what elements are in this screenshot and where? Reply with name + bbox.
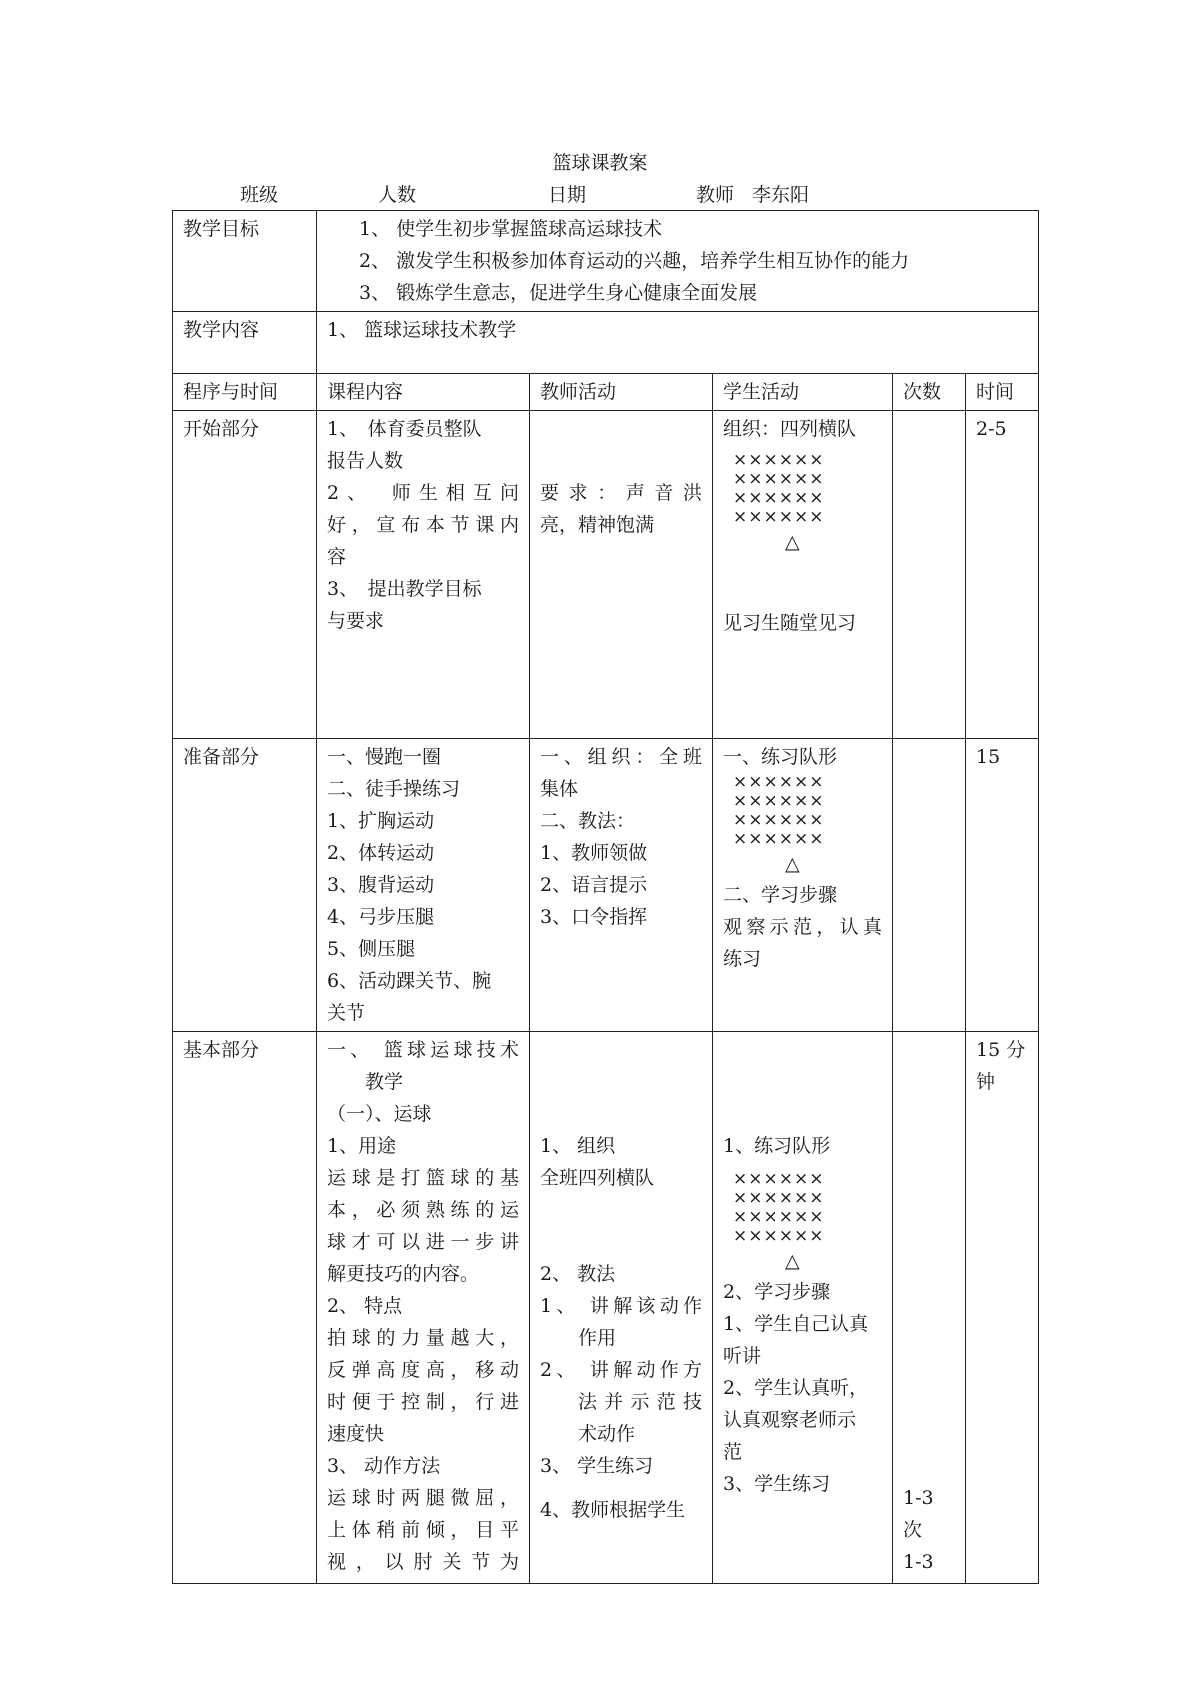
times-cell	[893, 1032, 966, 1584]
formation-row: ××××××	[733, 1169, 825, 1189]
teacher-line: 全班四列横队	[540, 1167, 655, 1189]
student-activity-cell	[713, 411, 893, 739]
course-line: 1、扩胸运动	[327, 810, 435, 832]
course-line: 运球时两腿微屈，	[327, 1487, 519, 1509]
section-name: 准备部分	[173, 739, 317, 1032]
teacher-name: 李东阳	[752, 184, 810, 206]
course-line: 报告人数	[327, 450, 404, 472]
course-line: 解更技巧的内容。	[327, 1263, 480, 1285]
objectives-row	[173, 211, 1039, 312]
times-cell	[893, 739, 966, 1032]
section-prep-row	[173, 739, 1039, 1032]
teacher-line: 3、口令指挥	[540, 906, 648, 928]
objective-item: 3、 锻炼学生意志，促进学生身心健康全面发展	[359, 282, 758, 304]
teacher-line: 2、语言提示	[540, 874, 648, 896]
teacher-line: 术动作	[578, 1423, 636, 1445]
formation-diagram	[723, 451, 882, 527]
teacher-line: 3、 学生练习	[540, 1455, 654, 1477]
teacher-line: 一、组织：全班	[540, 746, 702, 768]
col-header: 课程内容	[317, 374, 530, 411]
formation-row: ××××××	[733, 772, 825, 792]
student-line: 2、学生认真听，	[723, 1377, 869, 1399]
course-content-cell	[317, 411, 530, 739]
content-item: 1、 篮球运球技术教学	[327, 319, 517, 341]
objectives-cell	[317, 211, 1039, 312]
student-activity-cell	[713, 1032, 893, 1584]
student-line: 3、学生练习	[723, 1473, 831, 1495]
teacher-label: 教师	[696, 184, 735, 206]
formation-row: ××××××	[733, 810, 825, 830]
formation-row: ××××××	[733, 450, 825, 470]
section-basic-row	[173, 1032, 1039, 1584]
teacher-line: 集体	[540, 778, 579, 800]
objectives-label: 教学目标	[173, 211, 317, 312]
student-line: 1、学生自己认真	[723, 1313, 869, 1335]
teacher-activity-cell	[530, 1032, 713, 1584]
course-line: 反弹高度高，移动	[327, 1359, 519, 1381]
section-start-row	[173, 411, 1039, 739]
formation-diagram	[723, 773, 882, 849]
col-header: 学生活动	[713, 374, 893, 411]
course-line: 视，以肘关节为	[327, 1551, 519, 1573]
times-line: 1-3	[903, 1551, 934, 1573]
course-line: 本，必须熟练的运	[327, 1199, 519, 1221]
course-line: 容	[327, 546, 347, 568]
course-line: 运球是打篮球的基	[327, 1167, 519, 1189]
course-line: 关节	[327, 1002, 366, 1024]
teacher-line: 2、 讲解动作方	[540, 1359, 702, 1381]
col-header: 程序与时间	[173, 374, 317, 411]
section-name: 基本部分	[173, 1032, 317, 1584]
count-label: 人数	[378, 184, 417, 206]
teacher-line: 亮，精神饱满	[540, 514, 655, 536]
times-line: 次	[903, 1519, 923, 1541]
objective-item: 1、 使学生初步掌握篮球高运球技术	[359, 218, 663, 240]
formation-row: ××××××	[733, 1188, 825, 1208]
times-line: 1-3	[903, 1487, 934, 1509]
student-line: 练习	[723, 948, 762, 970]
formation-row: ××××××	[733, 488, 825, 508]
student-line: 听讲	[723, 1345, 762, 1367]
duration-cell: 2-5	[966, 411, 1039, 739]
student-line: 2、学习步骤	[723, 1281, 831, 1303]
objective-item: 2、 激发学生积极参加体育运动的兴趣，培养学生相互协作的能力	[359, 250, 910, 272]
course-line: 时便于控制，行进	[327, 1391, 519, 1413]
course-line: 6、活动踝关节、腕	[327, 970, 492, 992]
formation-row: ××××××	[733, 1226, 825, 1246]
formation-row: ××××××	[733, 469, 825, 489]
course-line: 3、 动作方法	[327, 1455, 441, 1477]
col-header: 教师活动	[530, 374, 713, 411]
formation-row: ××××××	[733, 829, 825, 849]
course-line: 二、徒手操练习	[327, 778, 461, 800]
course-line: （一）、运球	[327, 1103, 432, 1125]
lesson-plan-table	[172, 210, 1039, 1584]
course-line: 速度快	[327, 1423, 385, 1445]
formation-row: ××××××	[733, 1207, 825, 1227]
course-line: 一、 篮球运球技术	[327, 1039, 519, 1061]
teacher-position-icon: △	[785, 531, 800, 553]
duration-cell: 15	[966, 739, 1039, 1032]
course-line: 3、 提出教学目标	[327, 578, 482, 600]
course-line: 与要求	[327, 610, 385, 632]
col-header: 时间	[966, 374, 1039, 411]
teacher-line: 1、教师领做	[540, 842, 648, 864]
teacher-line: 法并示范技	[578, 1391, 702, 1413]
formation-diagram	[723, 1170, 882, 1246]
teacher-line: 1、 组织	[540, 1135, 616, 1157]
course-line: 1、 体育委员整队	[327, 418, 482, 440]
student-line: 组织：四列横队	[723, 418, 857, 440]
course-line: 球才可以进一步讲	[327, 1231, 519, 1253]
student-line: 见习生随堂见习	[723, 612, 857, 634]
date-label: 日期	[548, 184, 587, 206]
duration-line: 钟	[976, 1071, 996, 1093]
course-line: 5、侧压腿	[327, 938, 416, 960]
course-content-cell	[317, 1032, 530, 1584]
page-title: 篮球课教案	[552, 152, 648, 174]
teacher-activity-cell	[530, 739, 713, 1032]
student-activity-cell	[713, 739, 893, 1032]
times-cell	[893, 411, 966, 739]
student-line: 认真观察老师示	[723, 1409, 857, 1431]
student-line: 一、练习队形	[723, 746, 838, 768]
teacher-line: 二、教法：	[540, 810, 636, 832]
student-line: 1、练习队形	[723, 1135, 831, 1157]
duration-line: 15 分	[976, 1039, 1026, 1061]
content-cell	[317, 312, 1039, 374]
teacher-activity-cell	[530, 411, 713, 739]
content-label: 教学内容	[173, 312, 317, 374]
teacher-position-icon: △	[785, 853, 800, 875]
course-line: 好，宣布本节课内	[327, 514, 519, 536]
course-line: 2、 特点	[327, 1295, 403, 1317]
teacher-line: 2、 教法	[540, 1263, 616, 1285]
course-line: 拍球的力量越大，	[327, 1327, 519, 1349]
col-header: 次数	[893, 374, 966, 411]
course-line: 2、体转运动	[327, 842, 435, 864]
course-line: 3、腹背运动	[327, 874, 435, 896]
teacher-line: 1、 讲解该动作	[540, 1295, 702, 1317]
student-line: 范	[723, 1441, 743, 1463]
course-line: 上体稍前倾，目平	[327, 1519, 519, 1541]
duration-cell	[966, 1032, 1039, 1584]
student-line: 观察示范，认真	[723, 916, 882, 938]
course-content-cell	[317, 739, 530, 1032]
student-line: 二、学习步骤	[723, 884, 838, 906]
content-row	[173, 312, 1039, 374]
formation-row: ××××××	[733, 507, 825, 527]
teacher-line: 作用	[578, 1327, 617, 1349]
course-line: 4、弓步压腿	[327, 906, 435, 928]
teacher-line: 要求：声音洪	[540, 482, 702, 504]
header-row	[173, 374, 1039, 411]
course-line: 教学	[365, 1071, 404, 1093]
section-name: 开始部分	[173, 411, 317, 739]
teacher-line: 4、教师根据学生	[540, 1499, 686, 1521]
course-line: 一、慢跑一圈	[327, 746, 442, 768]
course-line: 2、 师生相互问	[327, 482, 519, 504]
formation-row: ××××××	[733, 791, 825, 811]
teacher-position-icon: △	[785, 1250, 800, 1272]
course-line: 1、用途	[327, 1135, 397, 1157]
class-label: 班级	[240, 184, 279, 206]
